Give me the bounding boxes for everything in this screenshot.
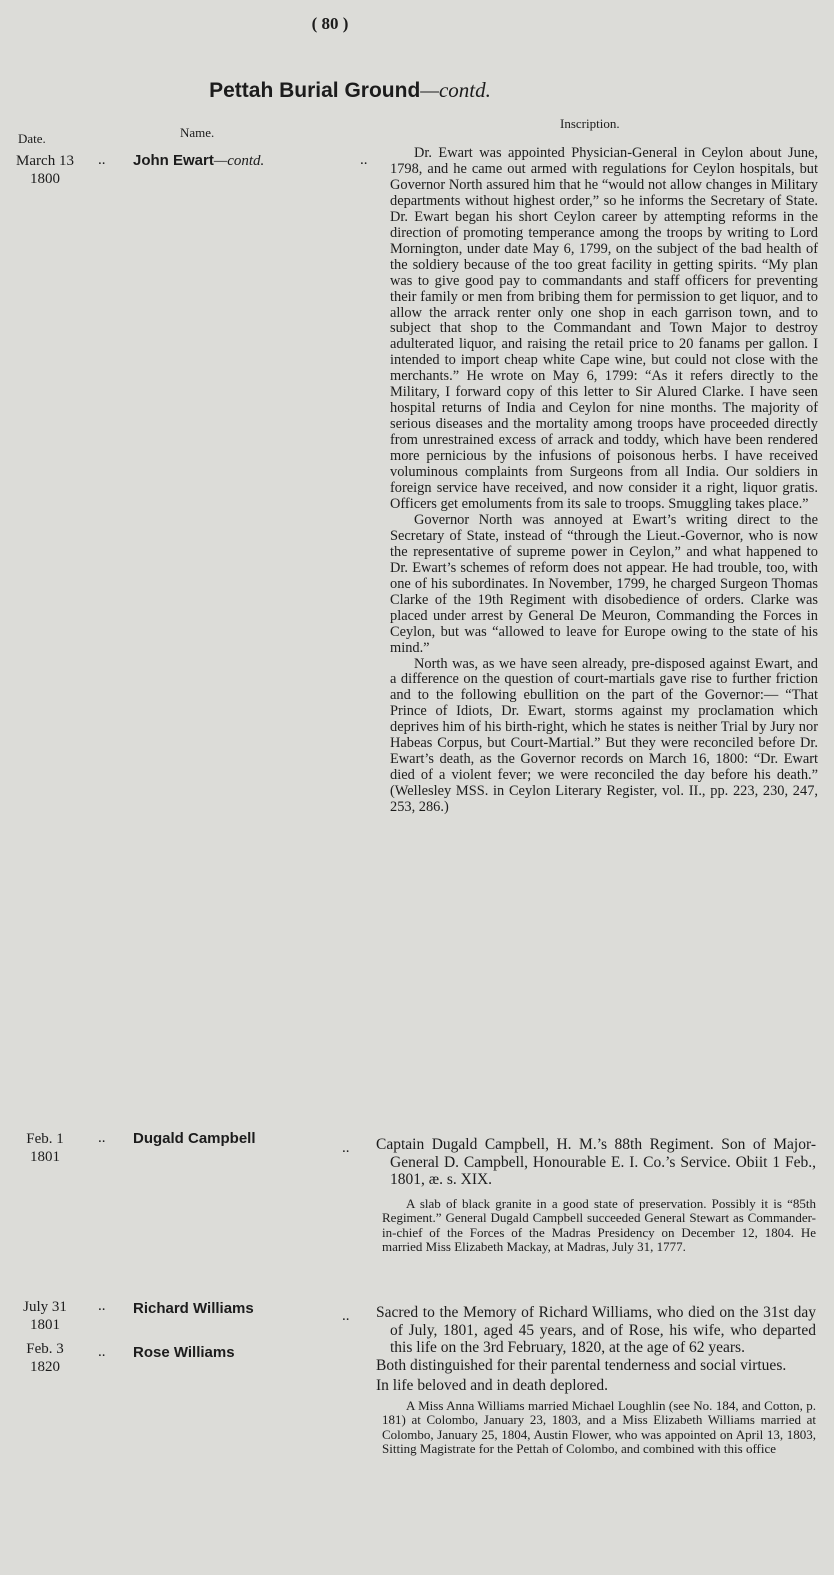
leader-dots: .. [360, 152, 368, 168]
entry-date [0, 1298, 90, 1334]
inscription-line: In life beloved and in death deplored. [376, 1377, 608, 1394]
inscription-line: Both distinguished for their parental tenderness and social virtues. [376, 1356, 787, 1374]
note-paragraph: A slab of black granite in a good state of preservation. Possibly it is “85th Regiment.” General Dugald Campbell succeeded General Stewart as Commander-in-chief of the Forces of the Madras Presidency on December 12, 1804. He married Miss Elizabeth Mackay, at Madras, July 31, 1777. [382, 1195, 816, 1254]
leader-dots: .. [98, 152, 106, 168]
date-year: 1801 [30, 1149, 60, 1165]
inscription-line: Sacred to the Memory of Richard Williams, who died on the 31st day of July, 1801, aged 45 years, and of Rose, his wife, who departed this life on the 3rd February, 1820, at the age of 62 years. [376, 1304, 816, 1356]
entry-name [133, 152, 264, 170]
date-day: Feb. 1 [26, 1131, 64, 1147]
entry-date [0, 1130, 90, 1166]
entry-name: Richard Williams [133, 1300, 254, 1317]
leader-dots: .. [342, 1140, 350, 1156]
date-year-b: 1820 [30, 1359, 60, 1375]
leader-dots: .. [98, 1344, 106, 1360]
entry-name-b: Rose Williams [133, 1344, 235, 1361]
page-number: ( 80 ) [311, 14, 349, 33]
paragraph: Dr. Ewart was appointed Physician-General in Ceylon about June, 1798, and he came out armed with regulations for Ceylon hospitals, but Governor North assured him that he “would not allow changes in Military departments without highest order,” so he informs the Secretary of State. Dr. Ewart began his short Ceylon career by attempting reforms in the direction of promoting temperance among the troops by writing to Lord Mornington, under date May 6, 1799, on the subject of the bad health of the soldiery because of the too great facility in getting spirits. “My plan was to give good pay to commandants and staff officers for preventing their family or men from bribing them for permission to get liquor, and to allow the arrack renter only one shop in each garrison town, and to subject that shop to the Commandant and Town Major to destroy adulterated liquor, and raising the retail price to 20 fanams per gallon. I intended to import cheap white Cape wine, but could not close with the merchants.” He wrote on May 6, 1799: “As it refers directly to the Military, I forward copy of this letter to Sir Alured Clarke. I have seen hospital returns of India and Ceylon for nine months. The majority of serious diseases and the mortality among troops have proceeded directly from unrestrained excess of arrack and toddy, which have been rendered more pernicious by the infusions of poisonous herbs. I have received voluminous complaints from Surgeons from all India. Our soldiers in foreign service have received, and now consider it a right, liquor gratis. Officers get emoluments from its sale to troops. Smuggling takes place.” [390, 145, 818, 512]
date-day: July 31 [23, 1299, 67, 1315]
inscription-text [390, 146, 818, 816]
leader-dots: .. [98, 1130, 106, 1146]
paragraph: Governor North was annoyed at Ewart’s writing direct to the Secretary of State, instead of “through the Lieut.-Governor, who is now the representative of supreme power in Ceylon,” and what happened to Dr. Ewart’s schemes of reform does not appear. He had trouble, too, with one of his subordinates. In November, 1799, he charged Surgeon Thomas Clarke of the 19th Regiment with disobedience of orders. Clarke was placed under arrest by General De Meuron, Commanding the Forces in Ceylon, but was “allowed to leave for Europe owing to the state of his mind.” [390, 511, 818, 656]
entry-name: Dugald Campbell [133, 1130, 256, 1147]
title-main: Pettah Burial Ground [209, 79, 421, 102]
entry-date-b [0, 1340, 90, 1376]
column-header-date: Date. [18, 131, 46, 146]
entry-date [0, 152, 90, 188]
leader-dots: .. [342, 1308, 350, 1324]
inscription-text [376, 1136, 816, 1255]
note-paragraph: A Miss Anna Williams married Michael Loughlin (see No. 184, and Cotton, p. 181) at Colombo, January 23, 1803, and a Miss Elizabeth Williams married at Colombo, January 25, 1804, Austin Flower, who was appointed on April 13, 1803, Sitting Magistrate for the Pettah of Colombo, and combined with this office [382, 1397, 816, 1456]
column-header-inscription: Inscription. [560, 116, 620, 131]
column-header-name: Name. [180, 125, 215, 140]
title-suffix: —contd. [420, 78, 491, 102]
paragraph: North was, as we have seen already, pre-disposed against Ewart, and a difference on the question of court-martials gave rise to further friction and to the following ebullition on the part of the Governor:— “That Prince of Idiots, Dr. Ewart, storms against my proclamation which deprives him of his birth-right, which he states is neither Trial by Jury nor Habeas Corpus, but Court-Martial.” But they were reconciled before Dr. Ewart’s death, as the Governor records on March 16, 1800: “Dr. Ewart died of a violent fever; we were reconciled the day before his death.” (Wellesley MSS. in Ceylon Literary Register, vol. II., pp. 223, 230, 247, 253, 286.) [390, 655, 818, 816]
page-title [0, 78, 700, 103]
date-year: 1800 [30, 171, 60, 187]
date-year: 1801 [30, 1317, 60, 1333]
name-text: John Ewart [133, 152, 214, 169]
name-suffix: —contd. [213, 153, 265, 169]
date-day-b: Feb. 3 [26, 1341, 64, 1357]
inscription-line: Captain Dugald Campbell, H. M.’s 88th Regiment. Son of Major-General D. Campbell, Honourable E. I. Co.’s Service. Obiit 1 Feb., 1801, æ. s. XIX. [376, 1136, 816, 1188]
date-day: March 13 [16, 153, 74, 169]
inscription-text [376, 1304, 816, 1457]
leader-dots: .. [98, 1298, 106, 1314]
